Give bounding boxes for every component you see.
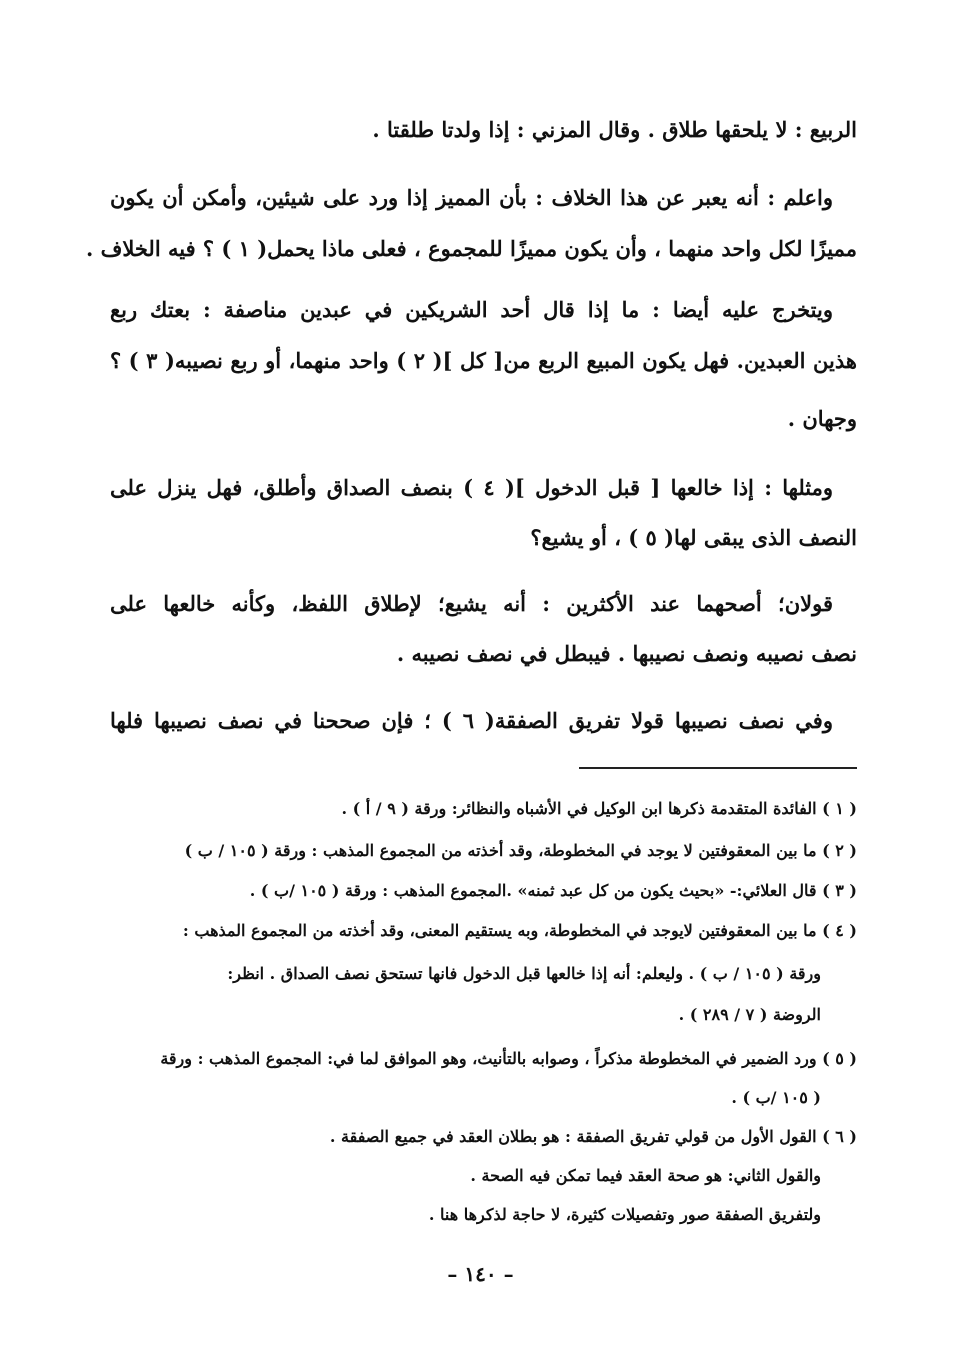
footnote: ( ١ ) الفائدة المتقدمة ذكرها ابن الوكيل في الأشباه والنظائر: ورقة ( ٩ / أ ) . — [341, 799, 857, 818]
footnote-separator — [579, 767, 857, 769]
body-line: قولان؛ أصحهما عند الأكثرين : أنه يشيع؛ لإطلاق اللفظ، وكأنه خالعها على — [110, 591, 833, 616]
page-number: – ١٤٠ – — [447, 1262, 514, 1286]
body-line: واعلم : أنه يعبر عن هذا الخلاف : بأن المميز إذا ورد على شيئين، وأمكن أن يكون — [110, 185, 833, 210]
footnote: ( ٤ ) ما بين المعقوفتين لايوجد في المخطوطة، وبه يستقيم المعنى، وقد أخذته من المجموع المذهب : — [182, 921, 857, 940]
body-line: مميزًا لكل واحد منهما ، وأن يكون مميزًا للمجموع ، فعلى ماذا يحمل( ١ ) ؟ فيه الخلاف . — [85, 236, 857, 261]
footnote: ( ٣ ) قال العلائي:- «بحيث يكون من كل عبد ثمنه» .المجموع المذهب : ورقة ( ١٠٥ /ب ) . — [249, 881, 857, 900]
footnote: ( ٥ ) ورد الضمير في المخطوطة مذكراً ، وصوابه بالتأنيث، وهو الموافق لما في: المجموع المذهب : ورقة — [160, 1049, 857, 1068]
body-line: وجهان . — [787, 406, 857, 431]
body-line: وفي نصف نصيبها قولا تفريق الصفقة( ٦ ) ؛ فإن صححنا في نصف نصيبها فلها — [110, 708, 833, 733]
footnote-continuation: ( ١٠٥ /ب ) . — [731, 1088, 821, 1107]
body-line: النصف الذى يبقى لها( ٥ ) ، أو يشيع؟ — [530, 525, 857, 550]
footnote: ( ٢ ) ما بين المعقوفتين لا يوجد في المخطوطة، وقد أخذته من المجموع المذهب : ورقة ( ١٠٥ / ب ) — [184, 841, 857, 860]
footnote: ( ٦ ) القول الأول من قولي تفريق الصفقة : هو بطلان العقد في جميع الصفقة . — [329, 1127, 857, 1146]
footnote-continuation: والقول الثاني: هو صحة العقد فيما تمكن فيه الصحة . — [470, 1166, 821, 1185]
body-line: ويتخرج عليه أيضا : ما إذا قال أحد الشريكين في عبدين مناصفة : بعتك ربع — [110, 297, 833, 322]
body-line: ومثلها : إذا خالعها [ قبل الدخول ]( ٤ ) بنصف الصداق وأطلق، فهل ينزل على — [110, 475, 834, 500]
footnote-continuation: ولتفريق الصفقة صور وتفصيلات كثيرة، لا حاجة لذكرها هنا . — [428, 1205, 821, 1224]
body-line: هذين العبدين. فهل يكون المبيع الربع من[ كل ]( ٢ ) واحد منهما، أو ربع نصيبه( ٣ ) ؟ — [110, 348, 857, 373]
footnote-continuation: الروضة ( ٧ / ٢٨٩ ) . — [678, 1005, 821, 1024]
footnote-continuation: ورقة ( ١٠٥ / ب ) . وليعلم: أنه إذا خالعها قبل الدخول فانها تستحق نصف الصداق . انظر: — [227, 964, 821, 983]
body-line: الربيع : لا يلحقها طلاق . وقال المزني : إذا ولدتا طلقتا . — [372, 117, 857, 142]
body-line: نصف نصيبه ونصف نصيبها . فيبطل في نصف نصيبه . — [396, 641, 857, 666]
